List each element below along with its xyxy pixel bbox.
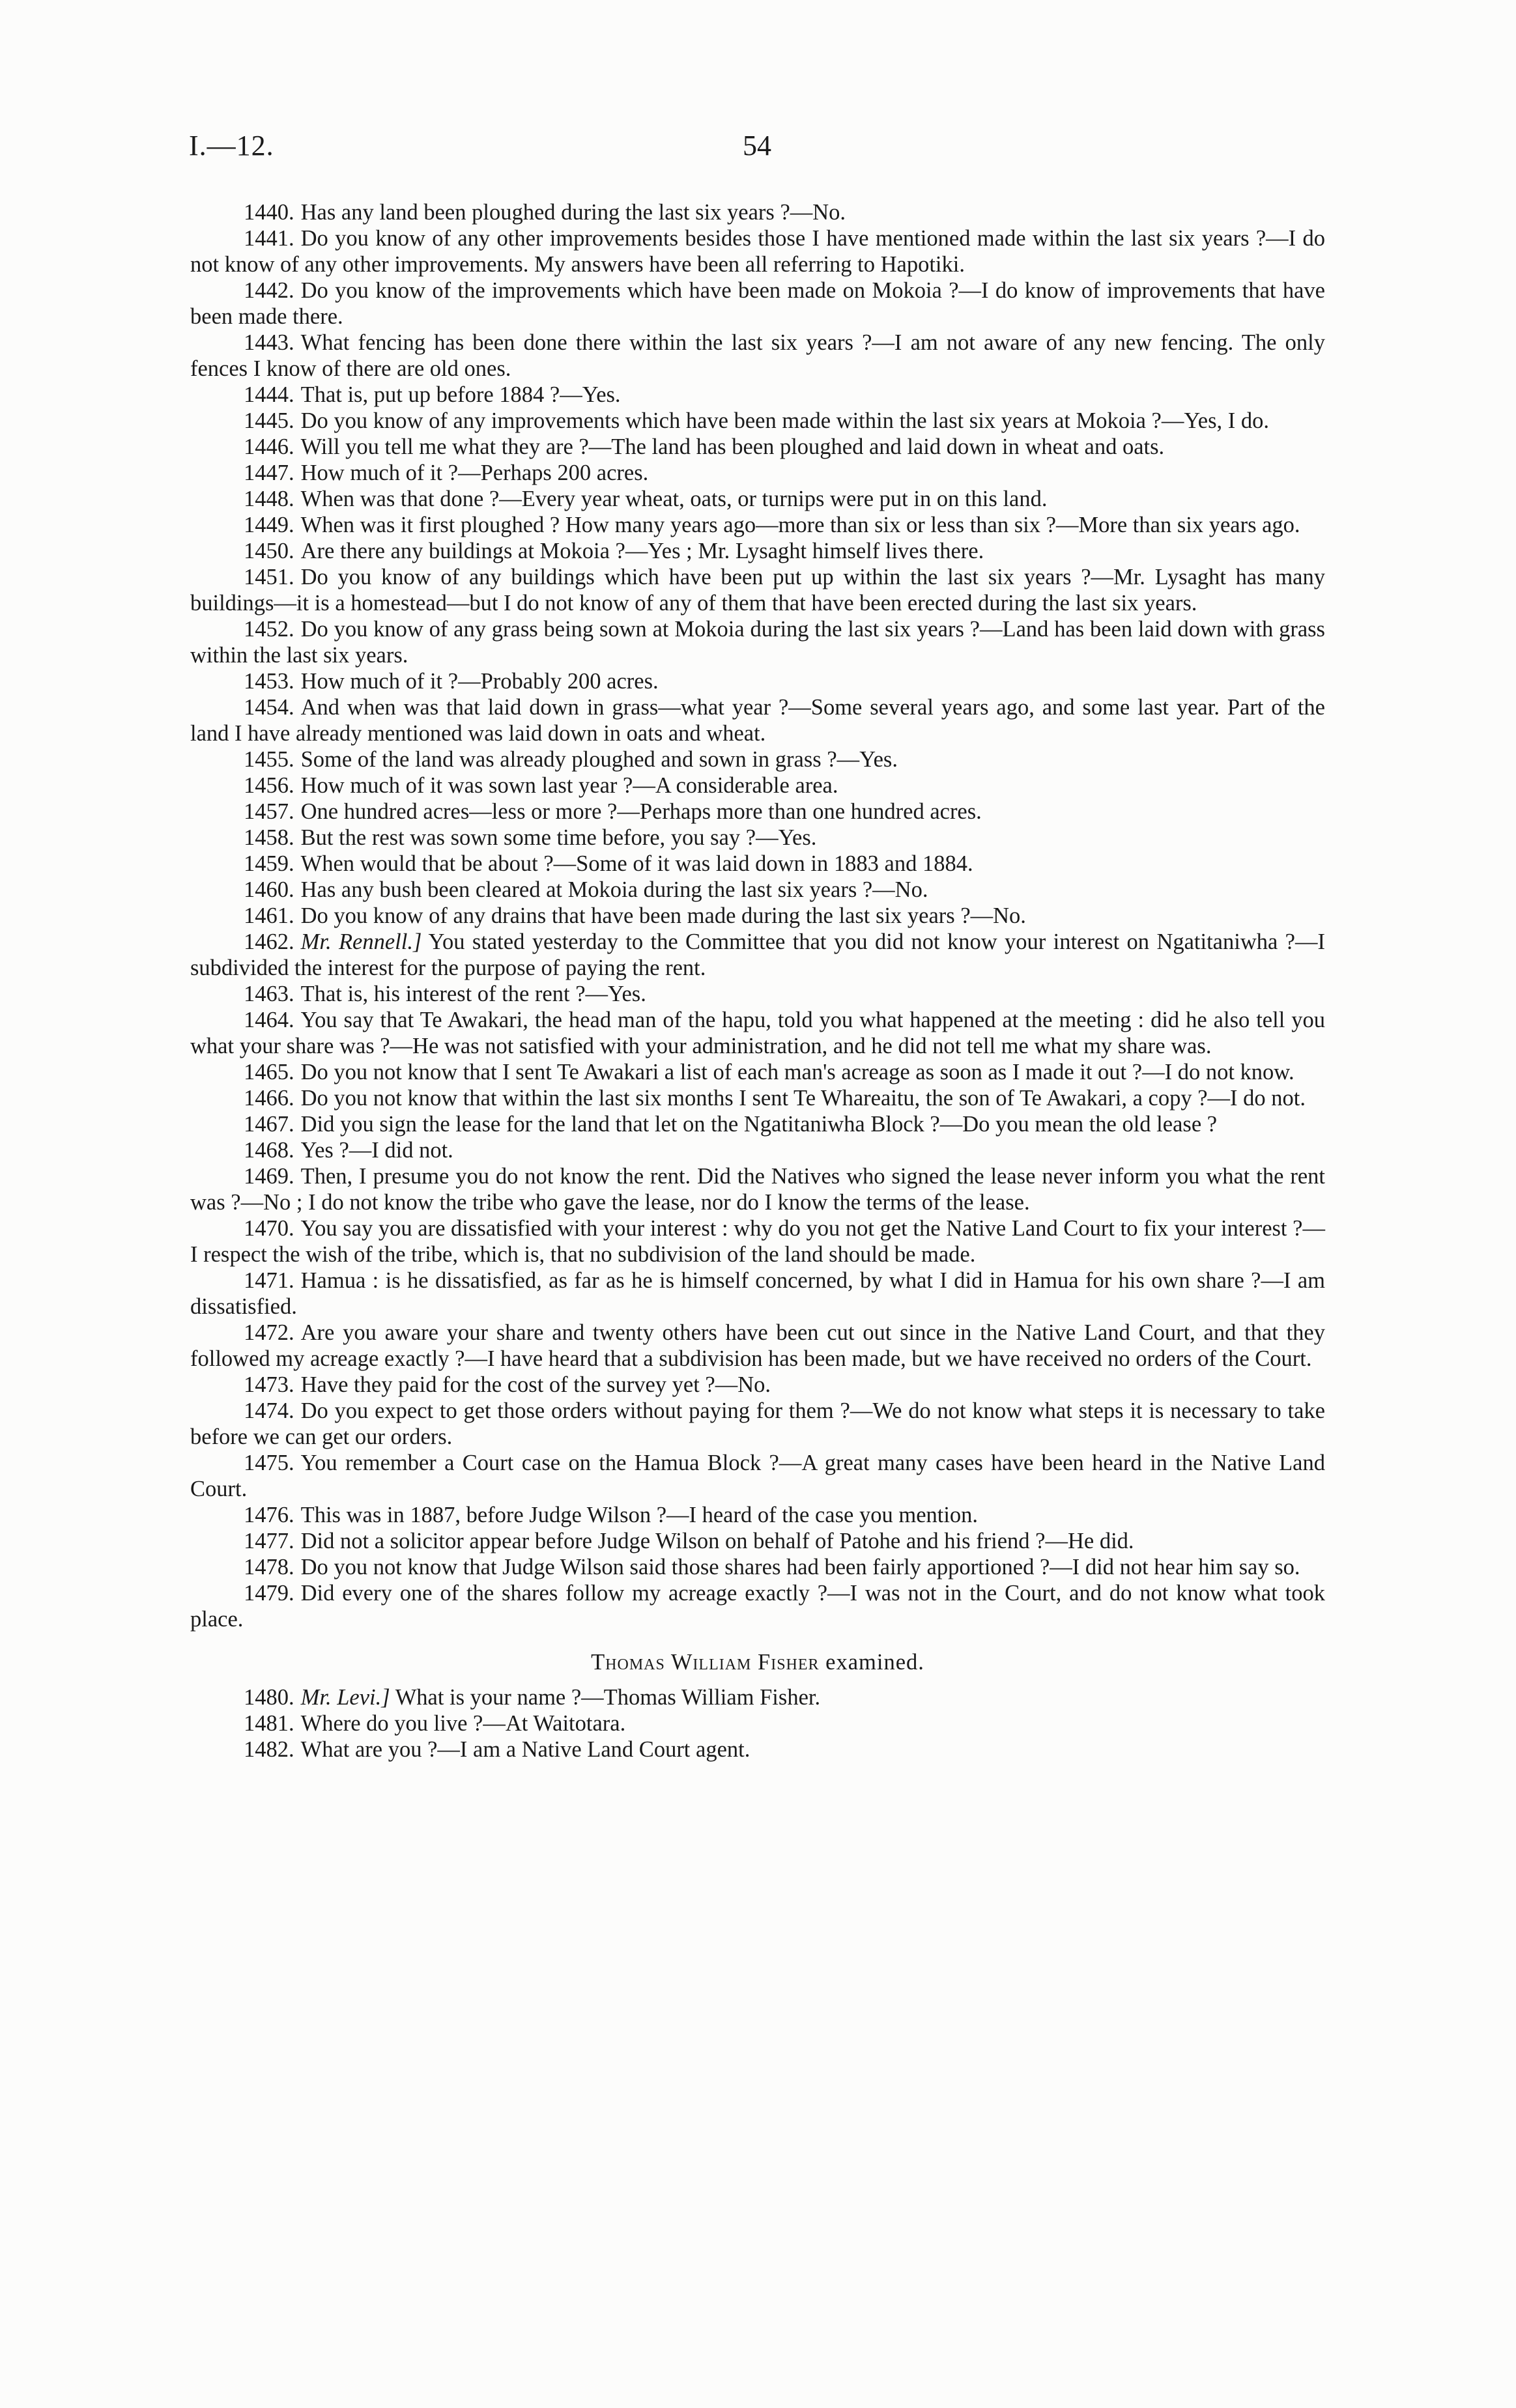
question-entry — [190, 1268, 1325, 1320]
question-entry — [190, 512, 1325, 538]
question-answer-text: You say that Te Awakari, the head man of the hapu, told you what happened at the meeting : did he also tell you what your share was ?—He was not satisfied with your administration, and he did not tell me what my share was. — [190, 1008, 1325, 1058]
question-entry — [190, 799, 1325, 825]
question-answer-text: But the rest was sown some time before, you say ?—Yes. — [300, 825, 817, 850]
question-entry — [190, 825, 1325, 851]
question-number: 1457. — [244, 799, 294, 824]
question-entry — [190, 851, 1325, 877]
question-number: 1455. — [244, 747, 294, 772]
question-number: 1470. — [244, 1216, 294, 1241]
question-number: 1449. — [244, 513, 294, 537]
question-number: 1475. — [244, 1451, 294, 1475]
question-entry — [190, 1111, 1325, 1137]
question-answer-text: Has any bush been cleared at Mokoia during the last six years ?—No. — [300, 877, 928, 902]
question-answer-text: This was in 1887, before Judge Wilson ?—I heard of the case you mention. — [300, 1503, 979, 1527]
question-entry — [190, 981, 1325, 1007]
question-number: 1453. — [244, 669, 294, 694]
question-entry — [190, 746, 1325, 772]
question-answer-text: Do you not know that within the last six months I sent Te Whareaitu, the son of Te Awakari, a copy ?—I do not. — [300, 1086, 1306, 1111]
question-entry — [190, 903, 1325, 929]
question-answer-text: Where do you live ?—At Waitotara. — [300, 1711, 626, 1736]
question-entry — [190, 616, 1325, 668]
question-number: 1463. — [244, 982, 294, 1006]
question-number: 1442. — [244, 278, 294, 303]
question-number: 1467. — [244, 1112, 294, 1137]
question-entry — [190, 1684, 1325, 1710]
page-header — [189, 129, 1329, 168]
question-entry — [190, 1320, 1325, 1372]
question-answer-text: Do you know of the improvements which have been made on Mokoia ?—I do know of improvements that have been made there. — [190, 278, 1325, 329]
question-number: 1474. — [244, 1398, 294, 1423]
question-number: 1480. — [244, 1685, 294, 1710]
minutes-body — [190, 199, 1325, 1763]
question-number: 1466. — [244, 1086, 294, 1111]
question-number: 1469. — [244, 1164, 294, 1189]
question-number: 1460. — [244, 877, 294, 902]
question-number: 1462. — [244, 929, 294, 954]
question-answer-text: You remember a Court case on the Hamua Block ?—A great many cases have been heard in the Native Land Court. — [190, 1451, 1325, 1501]
question-number: 1441. — [244, 226, 294, 251]
question-number: 1468. — [244, 1138, 294, 1163]
question-entry — [190, 1163, 1325, 1215]
question-answer-text: That is, put up before 1884 ?—Yes. — [300, 382, 621, 407]
question-answer-text: One hundred acres—less or more ?—Perhaps more than one hundred acres. — [300, 799, 982, 824]
evidence-section-1 — [190, 199, 1325, 1632]
question-number: 1482. — [244, 1737, 294, 1762]
question-answer-text: What is your name ?—Thomas William Fisher. — [395, 1685, 821, 1710]
question-answer-text: Will you tell me what they are ?—The land has been ploughed and laid down in wheat and oats. — [300, 434, 1165, 459]
question-number: 1447. — [244, 460, 294, 485]
question-entry — [190, 1137, 1325, 1163]
speaker-label: Mr. Levi.] — [300, 1685, 390, 1710]
question-answer-text: Do you know of any drains that have been made during the last six years ?—No. — [300, 903, 1026, 928]
question-answer-text: Did not a solicitor appear before Judge Wilson on behalf of Patohe and his friend ?—He did. — [300, 1529, 1134, 1553]
question-number: 1446. — [244, 434, 294, 459]
question-entry — [190, 199, 1325, 225]
question-entry — [190, 1372, 1325, 1398]
question-number: 1472. — [244, 1320, 294, 1345]
question-entry — [190, 1059, 1325, 1085]
question-number: 1452. — [244, 617, 294, 642]
question-answer-text: Some of the land was already ploughed and sown in grass ?—Yes. — [300, 747, 898, 772]
question-answer-text: Do you know of any other improvements besides those I have mentioned made within the last six years ?—I do not know of any other improvements. My answers have been all referring to Hapotiki. — [190, 226, 1325, 277]
question-answer-text: When was it first ploughed ? How many years ago—more than six or less than six ?—More than six years ago. — [300, 513, 1300, 537]
question-answer-text: When was that done ?—Every year wheat, oats, or turnips were put in on this land. — [300, 487, 1048, 511]
page-number: 54 — [743, 130, 771, 162]
question-answer-text: Yes ?—I did not. — [300, 1138, 453, 1163]
question-entry — [190, 277, 1325, 330]
question-number: 1461. — [244, 903, 294, 928]
question-answer-text: How much of it ?—Perhaps 200 acres. — [300, 460, 649, 485]
witness-name: Thomas William Fisher — [591, 1650, 820, 1675]
question-answer-text: What fencing has been done there within the last six years ?—I am not aware of any new fencing. The only fences I know of there are old ones. — [190, 330, 1325, 381]
document-reference: I.—12. — [189, 130, 274, 162]
question-entry — [190, 1710, 1325, 1736]
question-number: 1450. — [244, 539, 294, 563]
question-answer-text: Do you expect to get those orders without paying for them ?—We do not know what steps it is necessary to take before we can get our orders. — [190, 1398, 1325, 1449]
question-answer-text: Have they paid for the cost of the survey yet ?—No. — [300, 1372, 771, 1397]
question-answer-text: Did you sign the lease for the land that let on the Ngatitaniwha Block ?—Do you mean the old lease ? — [300, 1112, 1218, 1137]
question-answer-text: You say you are dissatisfied with your interest : why do you not get the Native Land Court to fix your interest ?—I respect the wish of the tribe, which is, that no subdivision of the land should be made. — [190, 1216, 1325, 1267]
question-answer-text: Do you not know that I sent Te Awakari a list of each man's acreage as soon as I made it out ?—I do not know. — [300, 1060, 1294, 1084]
question-entry — [190, 1085, 1325, 1111]
question-entry — [190, 772, 1325, 799]
question-number: 1479. — [244, 1581, 294, 1606]
question-entry — [190, 1502, 1325, 1528]
question-number: 1477. — [244, 1529, 294, 1553]
evidence-section-2 — [190, 1684, 1325, 1763]
question-entry — [190, 1736, 1325, 1763]
speaker-label: Mr. Rennell.] — [300, 929, 422, 954]
question-number: 1476. — [244, 1503, 294, 1527]
question-entry — [190, 877, 1325, 903]
question-entry — [190, 330, 1325, 382]
question-number: 1444. — [244, 382, 294, 407]
question-answer-text: When would that be about ?—Some of it was laid down in 1883 and 1884. — [300, 851, 973, 876]
question-entry — [190, 538, 1325, 564]
question-answer-text: Are there any buildings at Mokoia ?—Yes ; Mr. Lysaght himself lives there. — [300, 539, 984, 563]
question-number: 1458. — [244, 825, 294, 850]
question-entry — [190, 1450, 1325, 1502]
question-number: 1451. — [244, 565, 294, 589]
question-answer-text: Did every one of the shares follow my acreage exactly ?—I was not in the Court, and do not know what took place. — [190, 1581, 1325, 1632]
question-entry — [190, 694, 1325, 746]
question-answer-text: Do you know of any buildings which have been put up within the last six years ?—Mr. Lysaght has many buildings—it is a homestead—but I do not know of any of them that have been erected during the last six years. — [190, 565, 1325, 616]
question-entry — [190, 408, 1325, 434]
question-entry — [190, 486, 1325, 512]
question-entry — [190, 1580, 1325, 1632]
question-number: 1464. — [244, 1008, 294, 1032]
question-entry — [190, 564, 1325, 616]
question-entry — [190, 1398, 1325, 1450]
question-number: 1481. — [244, 1711, 294, 1736]
question-number: 1443. — [244, 330, 294, 355]
question-answer-text: Hamua : is he dissatisfied, as far as he is himself concerned, by what I did in Hamua for his own share ?—I am dissatisfied. — [190, 1268, 1325, 1319]
question-entry — [190, 434, 1325, 460]
question-number: 1454. — [244, 695, 294, 720]
question-answer-text: Do you know of any improvements which have been made within the last six years at Mokoia ?—Yes, I do. — [300, 408, 1270, 433]
witness-heading-suffix: examined. — [825, 1650, 924, 1675]
question-entry — [190, 225, 1325, 277]
question-entry — [190, 1215, 1325, 1268]
question-answer-text: And when was that laid down in grass—what year ?—Some several years ago, and some last year. Part of the land I have already mentioned was laid down in oats and wheat. — [190, 695, 1325, 746]
question-number: 1456. — [244, 773, 294, 798]
question-answer-text: How much of it was sown last year ?—A considerable area. — [300, 773, 838, 798]
question-entry — [190, 1554, 1325, 1580]
question-number: 1448. — [244, 487, 294, 511]
question-entry — [190, 382, 1325, 408]
question-answer-text: Are you aware your share and twenty others have been cut out since in the Native Land Court, and that they followed my acreage exactly ?—I have heard that a subdivision has been made, but we have received no orders of the Court. — [190, 1320, 1325, 1371]
question-answer-text: That is, his interest of the rent ?—Yes. — [300, 982, 646, 1006]
question-number: 1478. — [244, 1555, 294, 1579]
question-number: 1440. — [244, 200, 294, 225]
witness-heading — [190, 1649, 1325, 1675]
question-number: 1459. — [244, 851, 294, 876]
question-entry — [190, 668, 1325, 694]
question-entry — [190, 1528, 1325, 1554]
question-answer-text: Has any land been ploughed during the last six years ?—No. — [300, 200, 846, 225]
question-number: 1473. — [244, 1372, 294, 1397]
question-answer-text: What are you ?—I am a Native Land Court agent. — [300, 1737, 751, 1762]
question-entry — [190, 1007, 1325, 1059]
question-number: 1471. — [244, 1268, 294, 1293]
question-answer-text: How much of it ?—Probably 200 acres. — [300, 669, 659, 694]
question-answer-text: Do you know of any grass being sown at Mokoia during the last six years ?—Land has been laid down with grass within the last six years. — [190, 617, 1325, 668]
question-number: 1445. — [244, 408, 294, 433]
question-entry — [190, 929, 1325, 981]
question-answer-text: You stated yesterday to the Committee that you did not know your interest on Ngatitaniwha ?—I subdivided the interest for the purpose of paying the rent. — [190, 929, 1325, 980]
question-answer-text: Do you not know that Judge Wilson said those shares had been fairly apportioned ?—I did not hear him say so. — [300, 1555, 1300, 1579]
question-number: 1465. — [244, 1060, 294, 1084]
question-entry — [190, 460, 1325, 486]
question-answer-text: Then, I presume you do not know the rent. Did the Natives who signed the lease never inform you what the rent was ?—No ; I do not know the tribe who gave the lease, nor do I know the terms of the lease. — [190, 1164, 1325, 1215]
